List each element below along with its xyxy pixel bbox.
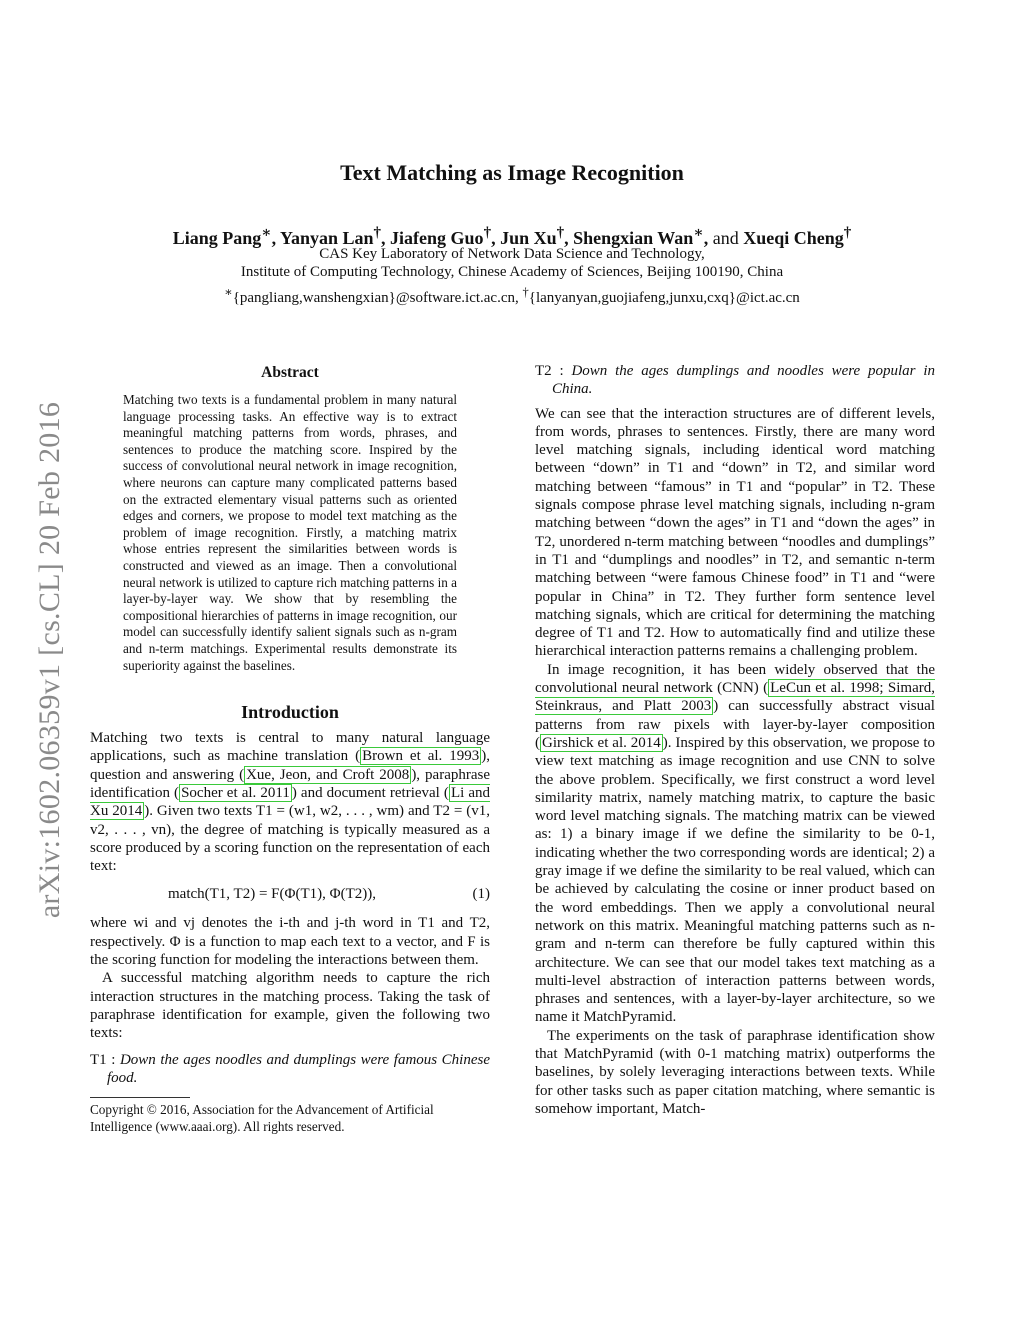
citation-link[interactable]: Socher et al. 2011 xyxy=(181,784,290,801)
example-sentence: Down the ages dumplings and noodles were popular in China. xyxy=(552,363,935,398)
author-conjunction: and xyxy=(712,228,739,248)
right-column xyxy=(535,362,935,1118)
abstract-text: Matching two texts is a fundamental problem in many natural language processing tasks. An effective way is to extract meaningful matching patterns from words, phrases, and sentences to produce the matching score. Inspired by the success of convolutional neural network in image recognition, where neurons can capture many complicated patterns based on the extracted elementary visual patterns such as oriented edges and corners, we propose to model text matching as the problem of image recognition. Firstly, a matching matrix whose entries represent the similarities between words is constructed and viewed as an image. Then a convolutional neural network is utilized to capture rich matching patterns in a layer-by-layer way. We show that by resembling the compositional hierarchies of patterns in image recognition, our model can successfully identify salient signals such as n-gram and n-term matchings. Experimental results demonstrate its superiority against the baselines. xyxy=(123,392,457,673)
left-column xyxy=(90,362,490,1135)
arxiv-identifier: arXiv:1602.06359v1 [cs.CL] 20 Feb 2016 xyxy=(33,401,66,919)
equation-number: (1) xyxy=(472,886,490,903)
example-label: T2 : xyxy=(535,363,564,379)
copyright-footnote: Copyright © 2016, Association for the Advancement of Artificial Intelligence (www.aaai.org). All rights reserved. xyxy=(90,1102,434,1134)
equation xyxy=(168,886,490,903)
email-group: {pangliang,wanshengxian}@software.ict.ac.cn, xyxy=(232,290,519,306)
example-text-t2 xyxy=(535,362,935,399)
author-name: Xueqi Cheng xyxy=(743,228,844,248)
citation-link[interactable]: Brown et al. 1993 xyxy=(362,748,480,765)
author-name: Yanyan Lan xyxy=(280,228,374,248)
email-group: {lanyanyan,guojiafeng,junxu,cxq}@ict.ac.cn xyxy=(528,290,800,306)
citation-link[interactable]: Girshick et al. 2014 xyxy=(542,734,661,751)
author-list: Liang Pang∗, Yanyan Lan†, Jiafeng Guo†, Jun Xu†, Shengxian Wan∗, and Xueqi Cheng† xyxy=(172,225,852,248)
citation-link[interactable]: Xue, Jeon, and Croft 2008 xyxy=(246,766,410,783)
citation-link[interactable]: Li and Xu 2014 xyxy=(90,784,491,820)
example-sentence: Down the ages noodles and dumplings were famous Chinese food. xyxy=(107,1051,490,1086)
body-paragraph: The experiments on the task of paraphrase identification show that MatchPyramid (with 0-1 matching matrix) outperforms the baselines, by solely leveraging interactions between texts. While for other tasks such as paper citation matching, where semantic is somehow important, Match- xyxy=(535,1027,935,1117)
citation-link[interactable]: LeCun et al. 1998; Simard, Steinkraus, and Platt 2003 xyxy=(535,680,935,715)
author-name: Jun Xu xyxy=(500,228,557,248)
author-name: Shengxian Wan xyxy=(573,228,694,248)
paper-title: Text Matching as Image Recognition xyxy=(340,160,684,185)
affiliation-line: Institute of Computing Technology, Chinese Academy of Sciences, Beijing 100190, China xyxy=(240,264,784,280)
body-paragraph: In image recognition, it has been widely observed that the convolutional neural network (CNN) ( LeCun et al. 1998; Simard, Steinkraus, and Platt 2003 ) can successfully abstract visual patterns from raw pixels with layer-by-layer composition ( Girshick et al. 2014 ). Inspired by this observation, we propose to view text matching as image recognition and use CNN to solve the above problem. Specifically, we first construct a word level similarity matrix, namely matching matrix, to capture the basic word level matching signals. The matching matrix can be viewed as: 1) a binary image if we define the similarity to be 0-1, indicating whether the two corresponding words are identical; 2) a gray image if we define the similarity to be real valued, which can be achieved by calculating the cosine or inner product based on the word embeddings. Then we apply a convolutional neural network on this matrix. Meaningful matching patterns such as n-gram and n-term can therefore be fully captured within this architecture. We can see that our model takes text matching as a multi-level abstraction of interaction patterns between words, phrases and sentences, with a layer-by-layer architecture, so we name it MatchPyramid. xyxy=(535,661,936,1026)
author-name: Jiafeng Guo xyxy=(390,228,484,248)
body-paragraph: We can see that the interaction structures are of different levels, from words, phrases to sentences. Firstly, there are many word level matching signals, including identical word matching between “down” in T1 and “down” in T2, and similar word matching between “famous” in T1 and “popular” in T2. These signals compose phrase level matching signals, including n-gram matching between “down the ages” in T1 and “down the ages” in T2, unordered n-term matching between “noodles and dumplings” in T1 and “dumplings and noodles” in T2, and semantic n-term matching between “were famous Chinese food” in T1 and “were popular in China” in T2. They further form sentence level matching signals, which are critical for determining the matching degree of T1 and T2. How to automatically find and utilize these hierarchical interaction patterns remains a challenging problem. xyxy=(535,405,935,660)
footnote-divider xyxy=(90,1097,190,1098)
example-label: T1 : xyxy=(90,1051,116,1068)
intro-paragraph: A successful matching algorithm needs to capture the rich interaction structures in the matching process. Taking the task of paraphrase identification for example, given the following two texts: xyxy=(90,970,490,1042)
intro-paragraph: where wi and vj denotes the i-th and j-th word in T1 and T2, respectively. Φ is a function to map each text to a vector, and F is the scoring function for modeling the interactions between them. xyxy=(90,915,490,969)
equation-body: match(T1, T2) = F(Φ(T1), Φ(T2)), xyxy=(168,886,376,903)
abstract-heading: Abstract xyxy=(261,364,319,381)
author-emails: ∗{pangliang,wanshengxian}@software.ict.ac.cn, †{lanyanyan,guojiafeng,junxu,cxq}@ict.ac.cn xyxy=(224,285,800,306)
affiliation-line: CAS Key Laboratory of Network Data Science and Technology, xyxy=(319,246,705,262)
example-text-t1 xyxy=(90,1051,490,1088)
author-name: Liang Pang xyxy=(172,228,262,248)
section-heading: Introduction xyxy=(241,702,339,723)
intro-paragraph: Matching two texts is central to many natural language applications, such as machine translation ( Brown et al. 1993 ), question and answering ( Xue, Jeon, and Croft 2008 ), paraphrase identification ( Socher et al. 2011 ) and document retrieval ( Li and Xu 2014 ). Given two texts T1 = (w1, w2, . . . , wm) and T2 = (v1, v2, . . . , vn), the degree of matching is typically measured as a score produced by a scoring function on the representation of each text: xyxy=(90,730,491,875)
